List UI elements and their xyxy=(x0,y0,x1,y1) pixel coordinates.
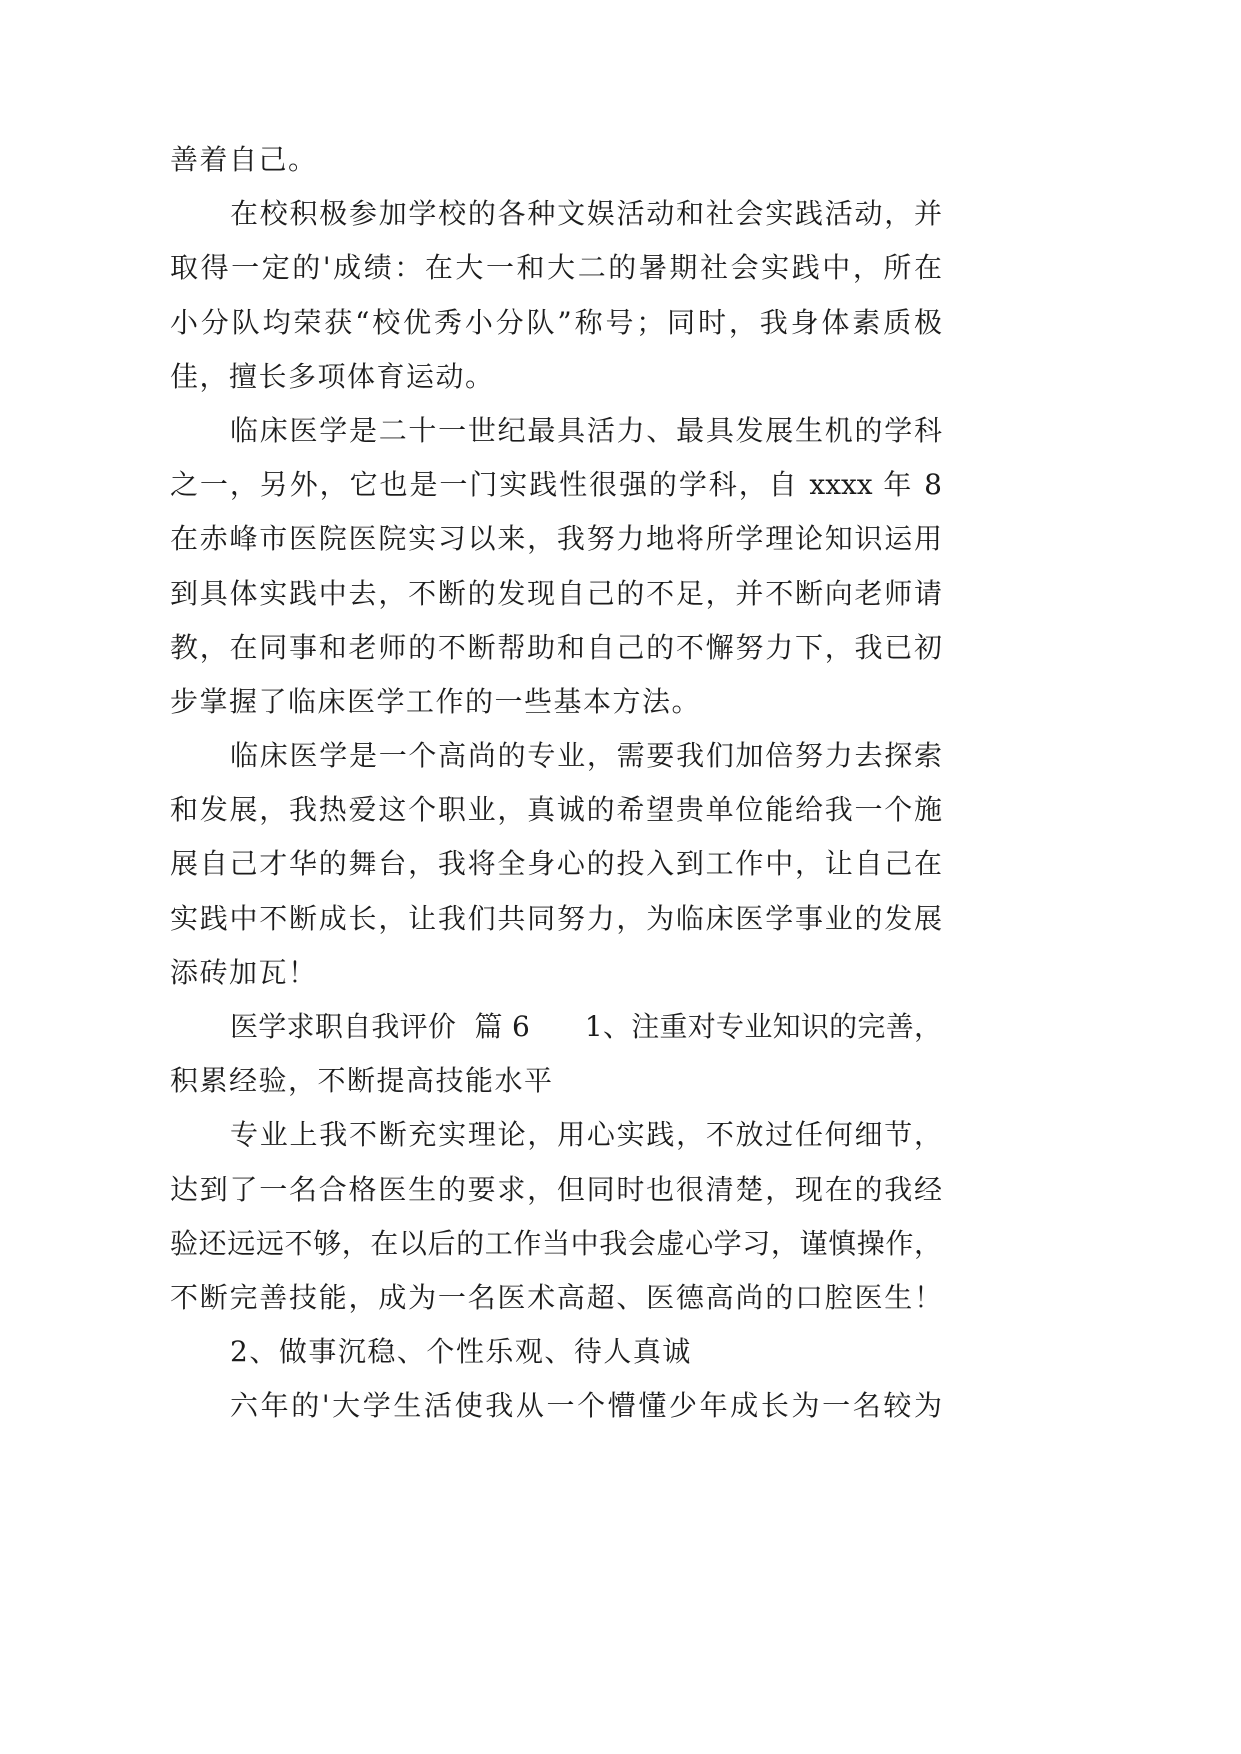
document-body xyxy=(170,133,942,1434)
section-heading-line: 医学求职自我评价 篇 6 1、注重对专业知识的完善， xyxy=(230,1010,942,1043)
paragraph xyxy=(170,1379,942,1433)
text-line: 实践中不断成长，让我们共同努力，为临床医学事业的发展 xyxy=(170,901,942,935)
paragraph xyxy=(170,1108,942,1325)
paragraph xyxy=(170,133,942,187)
text-line: 积累经验，不断提高技能水平 xyxy=(170,1064,554,1098)
text-line: 临床医学是一个高尚的专业，需要我们加倍努力去探索 xyxy=(230,739,942,773)
paragraph xyxy=(170,729,942,1000)
text-line: 取得一定的'成绩：在大一和大二的暑期社会实践中，所在 xyxy=(170,251,942,285)
text-line: 之一，另外，它也是一门实践性很强的学科，自 xxxx 年 8 xyxy=(170,468,942,502)
paragraph xyxy=(170,404,942,729)
paragraph xyxy=(170,1000,942,1108)
text-line: 达到了一名合格医生的要求，但同时也很清楚，现在的我经 xyxy=(170,1172,942,1206)
text-line: 在赤峰市医院医院实习以来，我努力地将所学理论知识运用 xyxy=(170,522,942,556)
text-line: 佳，擅长多项体育运动。 xyxy=(170,359,495,393)
text-line: 六年的'大学生活使我从一个懵懂少年成长为一名较为 xyxy=(230,1389,942,1423)
text-line: 和发展，我热爱这个职业，真诚的希望贵单位能给我一个施 xyxy=(170,793,942,827)
text-line: 专业上我不断充实理论，用心实践，不放过任何细节， xyxy=(230,1118,942,1152)
text-line: 步掌握了临床医学工作的一些基本方法。 xyxy=(170,684,702,718)
paragraph xyxy=(170,1325,942,1379)
text-line: 不断完善技能，成为一名医术高超、医德高尚的口腔医生！ xyxy=(170,1280,942,1314)
text-line: 到具体实践中去，不断的发现自己的不足，并不断向老师请 xyxy=(170,576,942,610)
text-line: 小分队均荣获“校优秀小分队”称号；同时，我身体素质极 xyxy=(170,305,942,339)
text-line: 添砖加瓦！ xyxy=(170,955,318,989)
text-line: 验还远远不够，在以后的工作当中我会虚心学习，谨慎操作， xyxy=(170,1226,942,1260)
text-line: 2、做事沉稳、个性乐观、待人真诚 xyxy=(230,1335,692,1369)
text-line: 在校积极参加学校的各种文娱活动和社会实践活动，并 xyxy=(230,197,942,231)
paragraph xyxy=(170,187,942,404)
text-line: 教，在同事和老师的不断帮助和自己的不懈努力下，我已初 xyxy=(170,630,942,664)
text-line: 展自己才华的舞台，我将全身心的投入到工作中，让自己在 xyxy=(170,847,942,881)
text-line: 临床医学是二十一世纪最具活力、最具发展生机的学科 xyxy=(230,413,942,447)
text-line: 善着自己。 xyxy=(170,143,318,176)
